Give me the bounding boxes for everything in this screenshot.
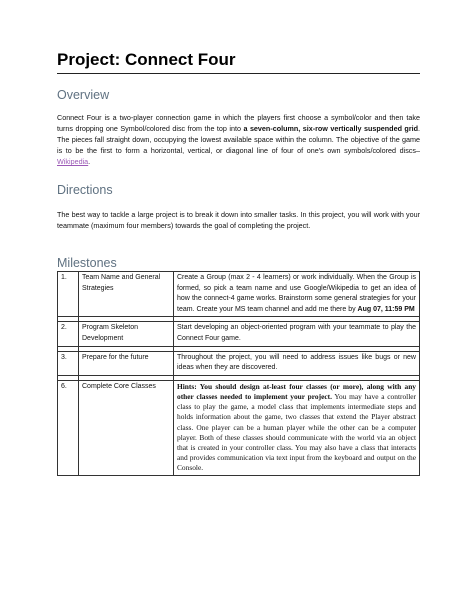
milestone-description — [174, 272, 420, 317]
milestone-description-text: You may have a controller class to play the game, a model class that implements intermediate steps and holds information about the game, two classes that extend the Player abstract class. One player can be a human player while the other can be a computer player. Both of these classes should communicate with the world via an object that is created in your controller class. You may also have a class that interacts and provides communication via text input from the keyboard and output on the Console. — [177, 391, 417, 473]
milestones-table — [57, 271, 420, 476]
overview-heading: Overview — [57, 88, 110, 102]
wikipedia-link[interactable]: Wikipedia — [57, 157, 89, 166]
overview-bold-text: a seven-column, six-row vertically suspended grid — [243, 124, 419, 133]
milestone-number: 3. — [58, 351, 79, 375]
directions-heading: Directions — [57, 183, 113, 197]
milestone-description — [174, 380, 420, 475]
table-row — [58, 272, 420, 317]
milestone-number: 6. — [58, 380, 79, 475]
milestone-task: Program Skeleton Development — [79, 322, 174, 346]
title-divider — [57, 73, 420, 74]
table-row — [58, 322, 420, 346]
overview-paragraph — [57, 112, 420, 167]
milestone-task: Team Name and General Strategies — [79, 272, 174, 317]
milestone-description-text: Create a Group (max 2 - 4 learners) or work individually. When the Group is formed, so pick a team name and use Google/Wikipedia to get an idea of how the connect-4 game works. Brainstorm some general strategies for your team. Create your MS team channel and add me there by — [177, 274, 416, 313]
table-row — [58, 351, 420, 375]
milestone-number: 1. — [58, 272, 79, 317]
milestone-deadline: Aug 07, 11:59 PM — [357, 305, 415, 313]
milestone-task: Complete Core Classes — [79, 380, 174, 475]
overview-text-3: . — [88, 157, 91, 166]
page-title: Project: Connect Four — [57, 50, 236, 69]
overview-text-2: . The pieces fall straight down, occupying the lowest available space within the column. The objective of the game is to be the first to form a horizontal, vertical, or diagonal line of four of one's own symbols/colored discs– — [57, 124, 421, 155]
milestone-task: Prepare for the future — [79, 351, 174, 375]
milestones-heading: Milestones — [57, 256, 117, 270]
milestone-number: 2. — [58, 322, 79, 346]
milestone-description: Start developing an object-oriented program with your teammate to play the Connect Four game. — [174, 322, 420, 346]
milestone-hints: Hints: You should design at-least four classes (or more), along with any other classes needed to implement your project. — [177, 381, 416, 401]
directions-paragraph: The best way to tackle a large project is to break it down into smaller tasks. In this project, you will work with your teammate (maximum four members) towards the goal of completing the project. — [57, 210, 420, 230]
milestone-description: Throughout the project, you will need to address issues like bugs or new ideas when they are discovered. — [174, 351, 420, 375]
overview-text-1: Connect Four is a two-player connection game in which the players first choose a symbol/color and then take turns dropping one Symbol/colored disc from the top into — [57, 113, 420, 133]
table-row — [58, 380, 420, 475]
